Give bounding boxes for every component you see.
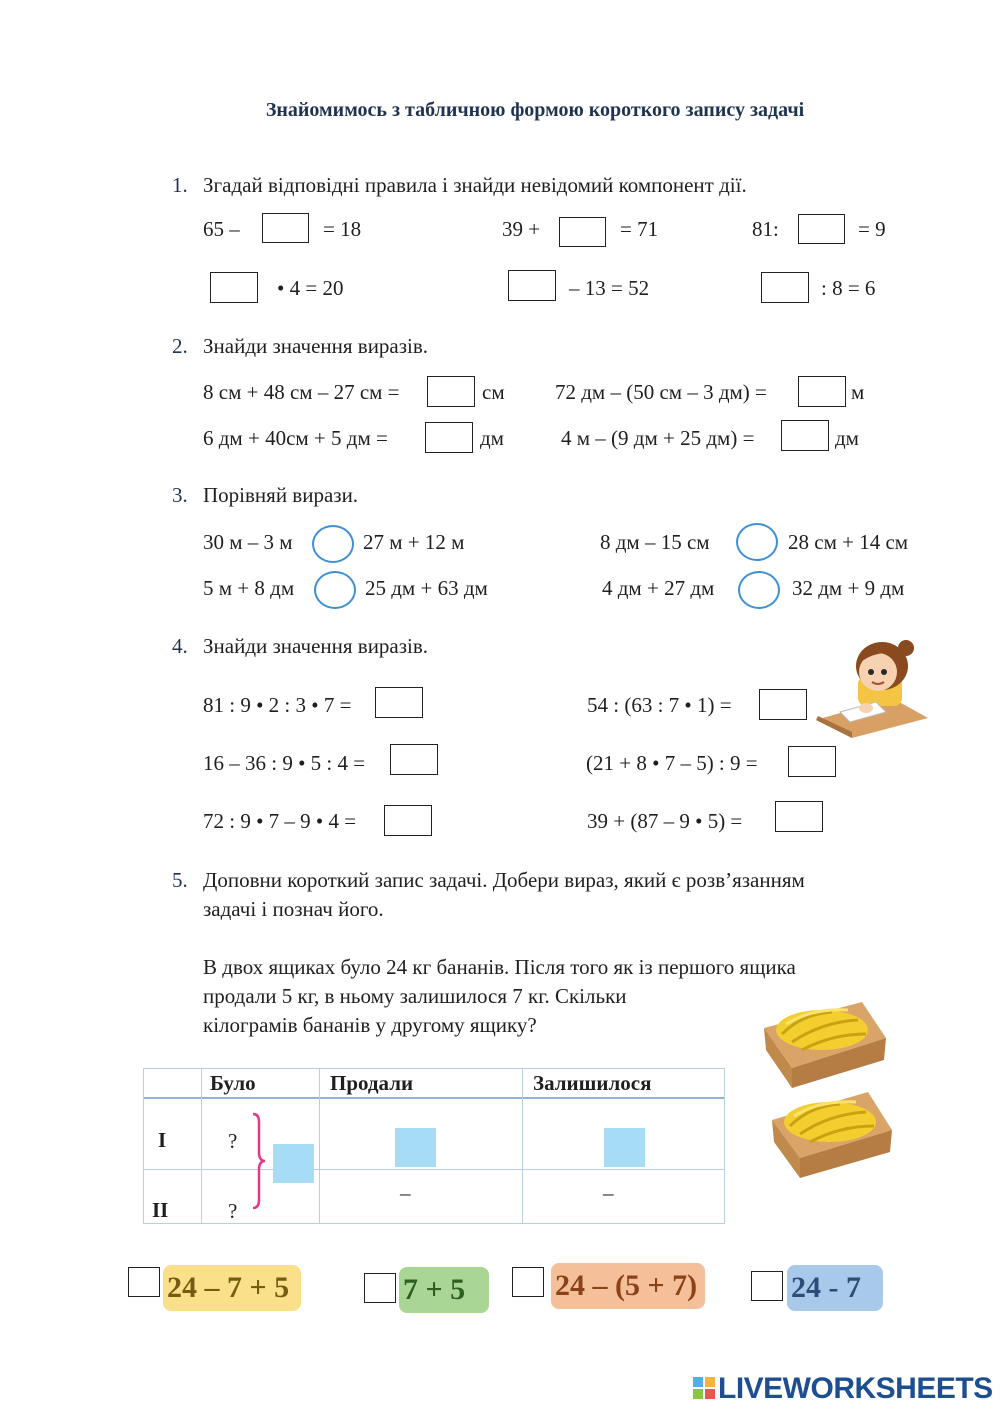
choice-checkbox-2[interactable] xyxy=(364,1273,396,1303)
problem-text-line-1: В двох ящиках було 24 кг бананів. Після того як із першого ящика xyxy=(203,955,796,979)
table-col-line-1 xyxy=(201,1068,202,1224)
table-header-zalyshylosia: Залишилося xyxy=(533,1071,652,1095)
task-4-expr-6: 39 + (87 – 9 • 5) = xyxy=(587,809,743,833)
task-1-expr-1-right: = 18 xyxy=(323,217,362,241)
choice-expression-3[interactable]: 24 – (5 + 7) xyxy=(551,1263,705,1309)
task-2-answer-box-2[interactable] xyxy=(798,376,846,407)
task-3-right-2: 28 см + 14 см xyxy=(788,530,909,554)
task-1-expr-5: – 13 = 52 xyxy=(569,276,650,300)
choice-checkbox-4[interactable] xyxy=(751,1271,783,1301)
choice-expression-2[interactable]: 7 + 5 xyxy=(399,1267,489,1313)
task-2-unit-4: дм xyxy=(835,426,859,450)
task-5-instruction-line-1: Доповни короткий запис задачі. Добери вираз, який є розв’язанням xyxy=(203,868,805,892)
table-col-line-2 xyxy=(319,1068,320,1224)
task-4-expr-1: 81 : 9 • 2 : 3 • 7 = xyxy=(203,693,352,717)
task-3-right-4: 32 дм + 9 дм xyxy=(792,576,905,600)
task-1-expr-2-right: = 71 xyxy=(620,217,659,241)
task-4-answer-box-1[interactable] xyxy=(375,687,423,718)
task-1-expr-3-left: 81: xyxy=(752,217,779,241)
task-2-instruction: Знайди значення виразів. xyxy=(203,334,429,358)
task-4-expr-3: 16 – 36 : 9 • 5 : 4 = xyxy=(203,751,366,775)
curly-brace-icon xyxy=(247,1112,267,1210)
task-2-expr-1: 8 см + 48 см – 27 см = xyxy=(203,380,400,404)
task-4-answer-box-2[interactable] xyxy=(759,689,807,720)
choice-checkbox-1[interactable] xyxy=(128,1267,160,1297)
task-2-unit-3: дм xyxy=(480,426,504,450)
task-2-expr-2: 72 дм – (50 см – 3 дм) = xyxy=(555,380,767,404)
task-1-answer-box-1[interactable] xyxy=(262,213,309,243)
remaining-row-2-dash: – xyxy=(603,1181,614,1205)
task-1-expr-6: : 8 = 6 xyxy=(821,276,876,300)
task-2-unit-2: м xyxy=(851,380,865,404)
task-1-number: 1. xyxy=(172,173,188,197)
table-row-label-1: I xyxy=(158,1128,167,1152)
task-3-right-1: 27 м + 12 м xyxy=(363,530,465,554)
total-answer-box[interactable] xyxy=(273,1144,314,1183)
liveworksheets-brand: LIVEWORKSHEETS xyxy=(718,1372,993,1405)
choice-expression-1[interactable]: 24 – 7 + 5 xyxy=(163,1265,301,1311)
task-2-number: 2. xyxy=(172,334,188,358)
task-4-answer-box-6[interactable] xyxy=(775,801,823,832)
choice-expression-4[interactable]: 24 - 7 xyxy=(787,1265,883,1311)
task-1-expr-4: • 4 = 20 xyxy=(277,276,344,300)
task-3-compare-circle-3[interactable] xyxy=(314,571,356,609)
task-3-left-2: 8 дм – 15 см xyxy=(600,530,710,554)
task-2-answer-box-1[interactable] xyxy=(427,376,475,407)
task-2-answer-box-4[interactable] xyxy=(781,420,829,451)
task-1-answer-box-5[interactable] xyxy=(508,270,556,301)
task-2-expr-4: 4 м – (9 дм + 25 дм) = xyxy=(561,426,755,450)
liveworksheets-logo-icon xyxy=(693,1377,715,1399)
task-2-answer-box-3[interactable] xyxy=(425,422,473,453)
task-1-answer-box-2[interactable] xyxy=(559,217,606,247)
task-3-left-3: 5 м + 8 дм xyxy=(203,576,295,600)
table-col-line-4 xyxy=(724,1068,725,1224)
task-4-answer-box-3[interactable] xyxy=(390,744,438,775)
table-header-divider xyxy=(143,1097,725,1099)
table-header-bulo: Було xyxy=(210,1071,256,1095)
choice-checkbox-3[interactable] xyxy=(512,1267,544,1297)
table-border-top xyxy=(143,1068,725,1069)
table-col-line-0 xyxy=(143,1068,144,1224)
banana-crate-icon xyxy=(762,994,888,1090)
task-1-answer-box-4[interactable] xyxy=(210,272,258,303)
task-2-expr-3: 6 дм + 40см + 5 дм = xyxy=(203,426,388,450)
task-1-instruction: Згадай відповідні правила і знайди невідомий компонент дії. xyxy=(203,173,747,197)
task-4-instruction: Знайди значення виразів. xyxy=(203,634,429,658)
task-3-left-1: 30 м – 3 м xyxy=(203,530,293,554)
task-3-left-4: 4 дм + 27 дм xyxy=(602,576,715,600)
task-4-expr-4: (21 + 8 • 7 – 5) : 9 = xyxy=(586,751,758,775)
girl-writing-illustration xyxy=(812,628,930,738)
task-3-instruction: Порівняй вирази. xyxy=(203,483,359,507)
task-3-compare-circle-2[interactable] xyxy=(736,523,778,561)
task-2-unit-1: см xyxy=(482,380,505,404)
task-4-expr-5: 72 : 9 • 7 – 9 • 4 = xyxy=(203,809,357,833)
task-4-answer-box-4[interactable] xyxy=(788,746,836,777)
task-1-expr-2-left: 39 + xyxy=(502,217,541,241)
task-1-answer-box-6[interactable] xyxy=(761,272,809,303)
table-col-line-3 xyxy=(522,1068,523,1224)
task-4-expr-2: 54 : (63 : 7 • 1) = xyxy=(587,693,732,717)
task-1-expr-1-left: 65 – xyxy=(203,217,240,241)
task-5-instruction-line-2: задачі і познач його. xyxy=(203,897,384,921)
problem-text-line-2: продали 5 кг, в ньому залишилося 7 кг. Скільки xyxy=(203,984,627,1008)
remaining-answer-box[interactable] xyxy=(604,1128,645,1167)
sold-row-2-dash: – xyxy=(400,1181,411,1205)
task-5-number: 5. xyxy=(172,868,188,892)
task-1-expr-3-right: = 9 xyxy=(858,217,886,241)
table-header-prodaly: Продали xyxy=(330,1071,414,1095)
banana-crate-icon-2 xyxy=(770,1084,894,1180)
task-1-answer-box-3[interactable] xyxy=(798,214,845,244)
page-title: Знайомимось з табличною формою короткого запису задачі xyxy=(265,99,805,121)
task-4-number: 4. xyxy=(172,634,188,658)
task-3-compare-circle-4[interactable] xyxy=(738,571,780,609)
task-3-number: 3. xyxy=(172,483,188,507)
task-3-compare-circle-1[interactable] xyxy=(312,525,354,563)
problem-text-line-3: кілограмів бананів у другому ящику? xyxy=(203,1013,537,1037)
table-question-mark-1: ? xyxy=(228,1129,238,1153)
task-4-answer-box-5[interactable] xyxy=(384,805,432,836)
sold-answer-box[interactable] xyxy=(395,1128,436,1167)
task-3-right-3: 25 дм + 63 дм xyxy=(365,576,488,600)
table-question-mark-2: ? xyxy=(228,1199,238,1223)
table-row-label-2: II xyxy=(152,1198,169,1222)
table-row-divider xyxy=(143,1169,725,1170)
